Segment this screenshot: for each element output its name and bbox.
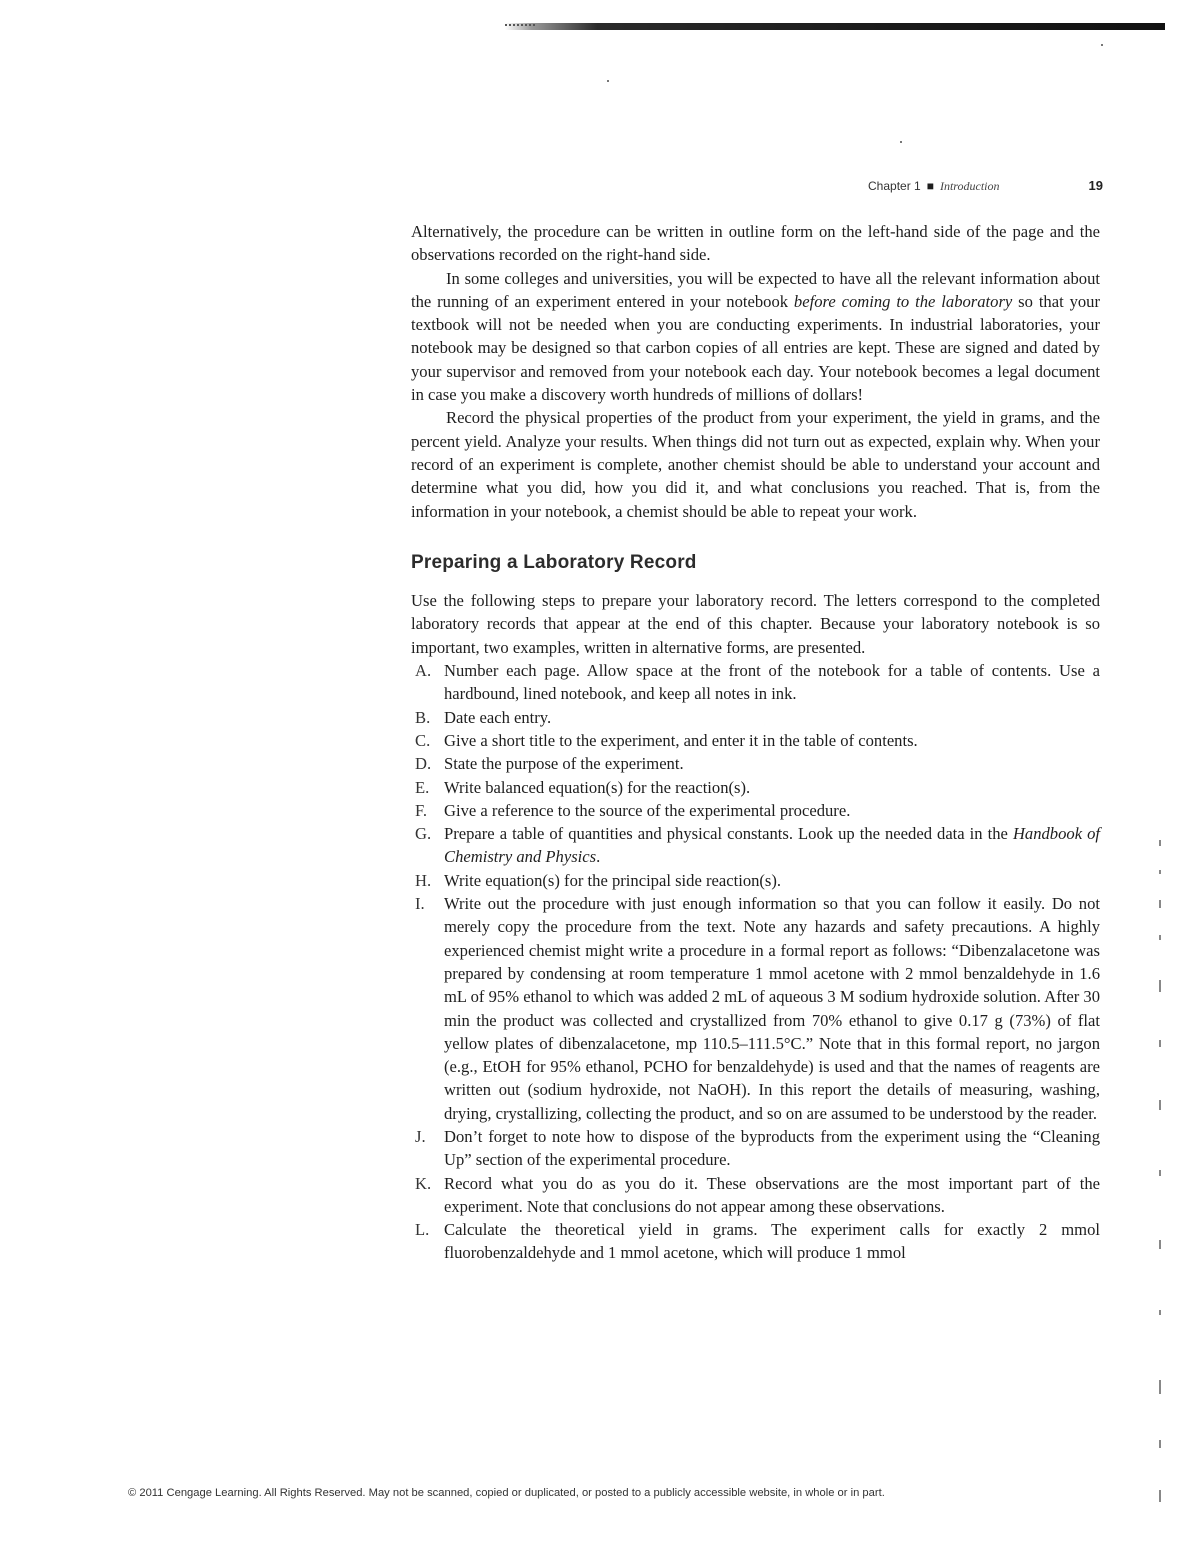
step-letter: A. (415, 661, 432, 681)
step-text: Number each page. Allow space at the front of the notebook for a table of contents. Use a hardbound, lined notebook, and keep all notes in ink. (444, 661, 1100, 704)
step-item (411, 799, 1100, 822)
step-letter: F. (415, 800, 428, 820)
step-text: Write equation(s) for the principal side reaction(s). (444, 870, 782, 890)
handbook-title: Handbook of Chemistry and Physics (444, 824, 1101, 867)
step-text: Calculate the theoretical yield in grams. The experiment calls for exactly 2 mmol fluorobenzaldehyde and 1 mmol acetone, which will produce 1 mmol (444, 1220, 1100, 1263)
step-text: Give a reference to the source of the experimental procedure. (444, 800, 851, 820)
step-letter: J. (415, 1126, 426, 1146)
step-letter: C. (415, 730, 431, 750)
page-number: 19 (1088, 178, 1103, 193)
paragraph-2-end: so that your textbook will not be needed when you are conducting experiments. In industrial laboratories, your notebook may be designed so that carbon copies of all entries are kept. These are signed and dated by your supervisor and removed from your notebook each day. Your notebook becomes a legal document in case you make a discovery worth hundreds of millions of dollars! (411, 291, 1101, 405)
step-item (411, 706, 1100, 729)
step-letter: E. (415, 777, 430, 797)
step-text: Write out the procedure with just enough information so that you can follow it easily. Do not merely copy the procedure from the text. Note any hazards and safety precautions. A highly experienced chemist might write a procedure in a formal report as follows: “Dibenzalacetone was prepared by condensing at room temperature 1 mmol acetone with 2 mmol benzaldehyde in 1.6 mL of 95% ethanol to which was added 2 mL of aqueous 3 M sodium hydroxide solution. After 30 min the product was collected and crystallized from 70% ethanol to give 0.17 g (73%) of flat yellow plates of dibenzalacetone, mp 110.5–111.5°C.” Note that in this formal report, no jargon (e.g., EtOH for 95% ethanol, PCHO for benzaldehyde) is used and that the names of reagents are written out (sodium hydroxide, not NaOH). In this report the details of measuring, washing, drying, crystallizing, collecting the product, and so on are assumed to be understood by the reader. (444, 894, 1100, 1123)
top-rule (505, 23, 1165, 30)
step-letter: H. (415, 870, 432, 890)
step-text-start: Prepare a table of quantities and physical constants. Look up the needed data in the (444, 824, 1013, 844)
scan-speck (607, 80, 609, 82)
step-item (411, 729, 1100, 752)
step-item (411, 1172, 1100, 1219)
step-text (444, 822, 1100, 869)
paragraph-1: Alternatively, the procedure can be written in outline form on the left-hand side of the page and the observations recorded on the right-hand side. (411, 222, 1100, 265)
step-item (411, 1218, 1100, 1265)
step-letter: D. (415, 754, 432, 774)
step-item (411, 659, 1100, 706)
step-text: Date each entry. (444, 707, 552, 727)
step-item (411, 869, 1100, 892)
paragraph-2 (411, 267, 1100, 407)
step-item (411, 776, 1100, 799)
step-item (411, 1125, 1100, 1172)
paragraph-3: Record the physical properties of the product from your experiment, the yield in grams, and the percent yield. Analyze your results. When things did not turn out as expected, explain why. When your record of an experiment is complete, another chemist should be able to understand your account and determine what you did, how you did it, and what conclusions you reached. That is, from the information in your notebook, a chemist should be able to repeat your work. (411, 408, 1100, 521)
step-text: State the purpose of the experiment. (444, 754, 684, 774)
step-item (411, 892, 1100, 1125)
scan-speck (1101, 44, 1103, 46)
step-letter: G. (415, 824, 432, 844)
scan-margin-noise (1155, 840, 1165, 1540)
section-heading: Preparing a Laboratory Record (411, 551, 697, 573)
step-text: Don’t forget to note how to dispose of the byproducts from the experiment using the “Cleaning Up” section of the experimental procedure. (444, 1126, 1100, 1170)
paragraph-2-emphasis: before coming to the laboratory (793, 291, 1013, 311)
scan-speck (900, 141, 902, 143)
step-letter: I. (415, 894, 425, 914)
copyright-footer: © 2011 Cengage Learning. All Rights Reserved. May not be scanned, copied or duplicated, or posted to a publicly accessible website, in whole or in part. (128, 1487, 885, 1499)
body-text (411, 220, 1100, 1265)
step-item (411, 752, 1100, 775)
step-letter: L. (415, 1220, 430, 1240)
paragraph-2-start: In some colleges and universities, you will be expected to have all the relevant information about the running of an experiment entered in your notebook (411, 268, 1100, 311)
intro-paragraph: Use the following steps to prepare your laboratory record. The letters correspond to the completed laboratory records that appear at the end of this chapter. Because your laboratory notebook is so important, two examples, written in alternative forms, are presented. (411, 591, 1100, 657)
step-text-end: . (596, 847, 601, 867)
step-text: Give a short title to the experiment, and enter it in the table of contents. (444, 730, 918, 750)
top-rule-dots (505, 24, 535, 28)
running-head-section: Introduction (939, 179, 1000, 193)
steps-list (411, 659, 1100, 1265)
step-text: Write balanced equation(s) for the reaction(s). (444, 777, 751, 797)
step-text: Record what you do as you do it. These observations are the most important part of the experiment. Note that conclusions do not appear among these observations. (444, 1173, 1100, 1216)
step-letter: B. (415, 707, 431, 727)
running-head-chapter: Chapter 1 (868, 179, 921, 193)
step-letter: K. (415, 1173, 432, 1193)
step-item (411, 822, 1100, 869)
running-head-bullet-icon: ■ (926, 179, 934, 193)
running-head (868, 178, 1103, 194)
